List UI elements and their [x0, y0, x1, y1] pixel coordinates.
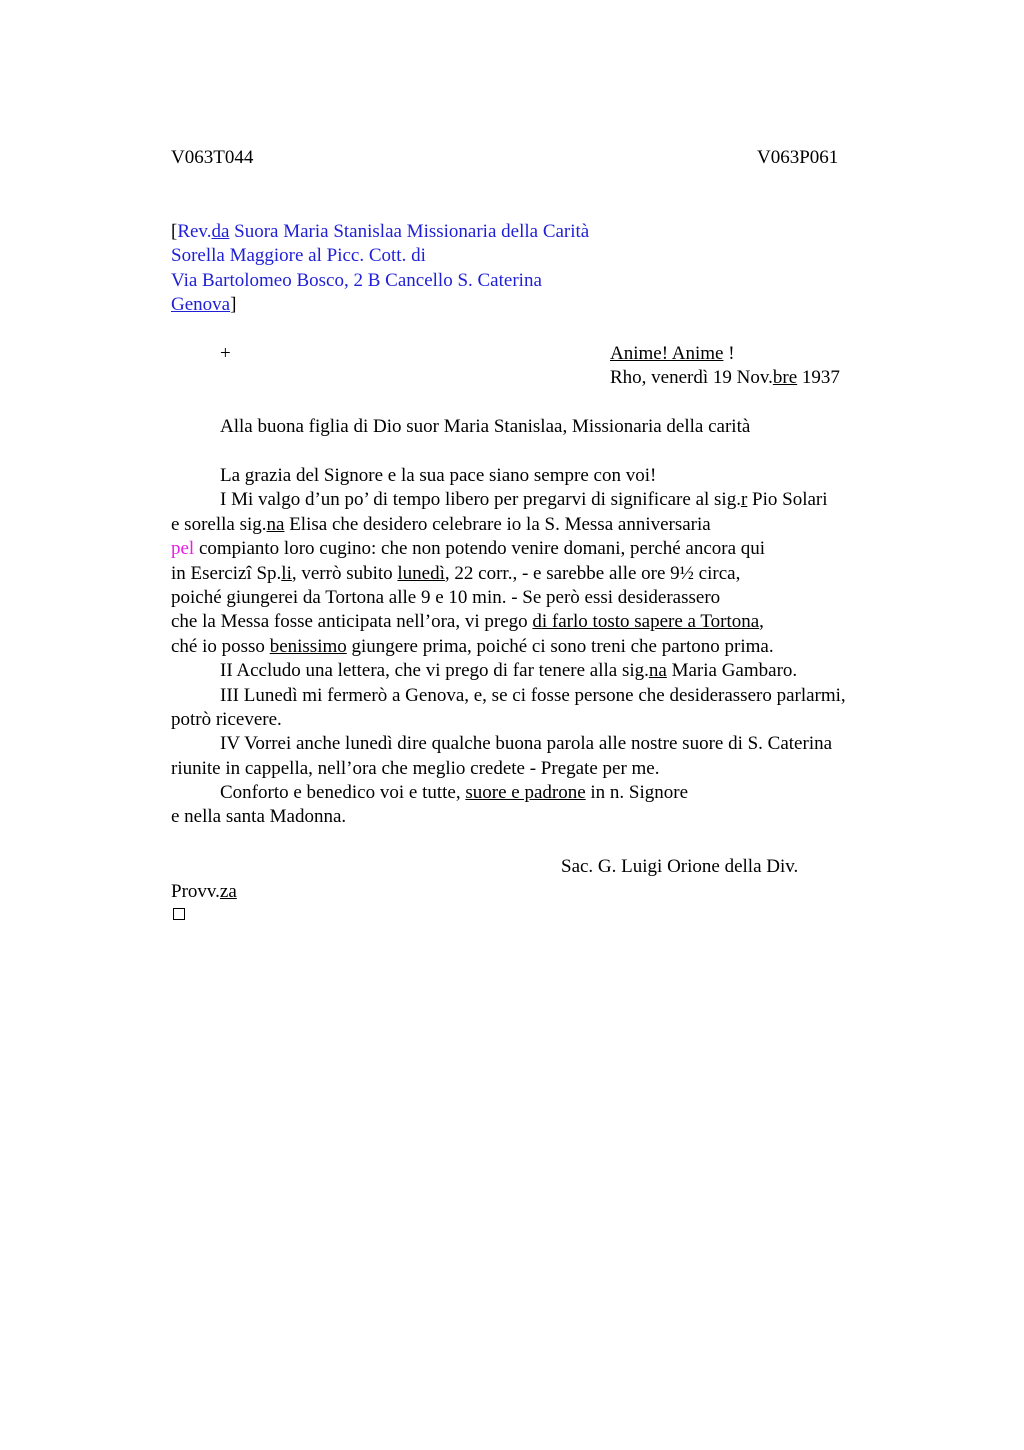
- checkbox-square-icon: [173, 908, 185, 920]
- cross-symbol: +: [220, 343, 231, 364]
- body-line: I Mi valgo d’un po’ di tempo libero per pregarvi di significare al sig.r Pio Solari: [220, 489, 828, 511]
- body-line: e nella santa Madonna.: [171, 806, 347, 828]
- body-line: II Accludo una lettera, che vi prego di far tenere alla sig.na Maria Gambaro.: [220, 660, 798, 682]
- signature-line: Sac. G. Luigi Orione della Div.: [561, 856, 799, 877]
- body-line: ché io posso benissimo giungere prima, poiché ci sono treni che partono prima.: [171, 635, 774, 657]
- body-line: pel compianto loro cugino: che non potendo venire domani, perché ancora qui: [171, 538, 766, 560]
- body-line: poiché giungerei da Tortona alle 9 e 10 min. - Se però essi desiderassero: [171, 586, 721, 608]
- body-line: III Lunedì mi fermerò a Genova, e, se ci fosse persone che desiderassero parlarmi,: [220, 684, 846, 706]
- address-line-4: Genova]: [171, 294, 237, 315]
- address-line-1: [Rev.da Suora Maria Stanislaa Missionaria della Carità: [171, 221, 590, 242]
- address-line-3: Via Bartolomeo Bosco, 2 B Cancello S. Caterina: [171, 270, 542, 291]
- document-code-left: V063T044: [171, 147, 254, 168]
- body-line: La grazia del Signore e la sua pace siano sempre con voi!: [220, 465, 657, 486]
- letter-date: Rho, venerdì 19 Nov.bre 1937: [610, 367, 840, 388]
- body-line: e sorella sig.na Elisa che desidero celebrare io la S. Messa anniversaria: [171, 513, 711, 535]
- address-line-2: Sorella Maggiore al Picc. Cott. di: [171, 245, 426, 266]
- document-code-right: V063P061: [757, 147, 839, 168]
- body-line: riunite in cappella, nell’ora che meglio credete - Pregate per me.: [171, 757, 660, 779]
- body-line: IV Vorrei anche lunedì dire qualche buona parola alle nostre suore di S. Caterina: [220, 733, 833, 755]
- body-line: potrò ricevere.: [171, 708, 282, 730]
- body-line: che la Messa fosse anticipata nell’ora, vi prego di farlo tosto sapere a Tortona,: [171, 611, 764, 633]
- body-line: in Esercizî Sp.li, verrò subito lunedì, 22 corr., - e sarebbe alle ore 9½ circa,: [171, 562, 741, 584]
- body-line: Conforto e benedico voi e tutte, suore e padrone in n. Signore: [220, 782, 689, 804]
- letter-body: [171, 464, 931, 830]
- salutation: Alla buona figlia di Dio suor Maria Stanislaa, Missionaria della carità: [220, 416, 751, 437]
- motto: Anime! Anime !: [610, 343, 735, 364]
- signature-continuation: Provv.za: [171, 881, 237, 902]
